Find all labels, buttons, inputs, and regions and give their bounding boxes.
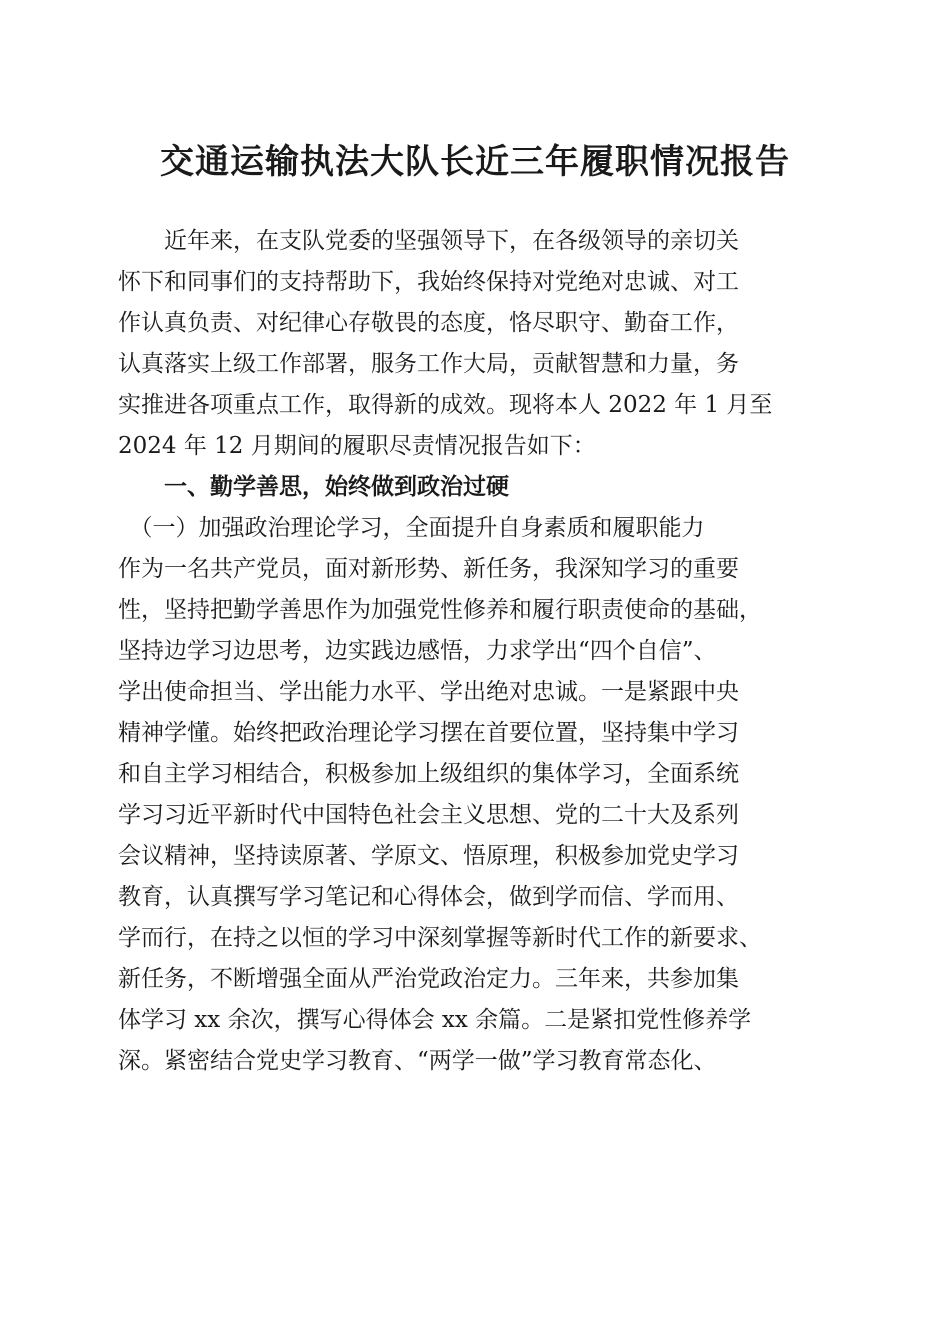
body-line-15: 学习习近平新时代中国特色社会主义思想、党的二十大及系列 bbox=[118, 802, 739, 828]
body-line-16: 会议精神，坚持读原著、学原文、悟原理，积极参加党史学习 bbox=[118, 843, 739, 869]
body-line-13: 精神学懂。始终把政治理论学习摆在首要位置，坚持集中学习 bbox=[118, 720, 739, 746]
body-line-19: 新任务，不断增强全面从严治党政治定力。三年来，共参加集 bbox=[118, 966, 739, 992]
subsection-heading-1: （一）加强政治理论学习，全面提升自身素质和履职能力 bbox=[118, 515, 705, 541]
body-line-6: 2024 年 12 月期间的履职尽责情况报告如下： bbox=[118, 433, 596, 459]
body-line-4: 认真落实上级工作部署，服务工作大局，贡献智慧和力量，务 bbox=[118, 351, 739, 377]
body-line-5: 实推进各项重点工作，取得新的成效。现将本人 2022 年 1 月至 bbox=[118, 392, 773, 418]
body-line-20: 体学习 xx 余次，撰写心得体会 xx 余篇。二是紧扣党性修养学 bbox=[118, 1007, 752, 1033]
section-heading-1: 一、勤学善思，始终做到政治过硬 bbox=[118, 474, 509, 500]
body-line-1: 近年来，在支队党委的坚强领导下，在各级领导的亲切关 bbox=[118, 228, 739, 254]
body-line-21: 深。紧密结合党史学习教育、“两学一做”学习教育常态化、 bbox=[118, 1048, 717, 1074]
body-line-18: 学而行，在持之以恒的学习中深刻掌握等新时代工作的新要求、 bbox=[118, 925, 762, 951]
body-line-17: 教育，认真撰写学习笔记和心得体会，做到学而信、学而用、 bbox=[118, 884, 739, 910]
body-line-11: 坚持边学习边思考，边实践边感悟，力求学出“四个自信”、 bbox=[118, 638, 717, 664]
body-line-9: 作为一名共产党员，面对新形势、新任务，我深知学习的重要 bbox=[118, 556, 739, 582]
body-line-14: 和自主学习相结合，积极参加上级组织的集体学习，全面系统 bbox=[118, 761, 739, 787]
body-line-3: 作认真负责、对纪律心存敬畏的态度，恪尽职守、勤奋工作， bbox=[118, 310, 739, 336]
body-line-2: 怀下和同事们的支持帮助下，我始终保持对党绝对忠诚、对工 bbox=[118, 269, 739, 295]
document-title: 交通运输执法大队长近三年履职情况报告 bbox=[160, 142, 790, 182]
body-line-12: 学出使命担当、学出能力水平、学出绝对忠诚。一是紧跟中央 bbox=[118, 679, 739, 705]
body-line-10: 性，坚持把勤学善思作为加强党性修养和履行职责使命的基础， bbox=[118, 597, 762, 623]
